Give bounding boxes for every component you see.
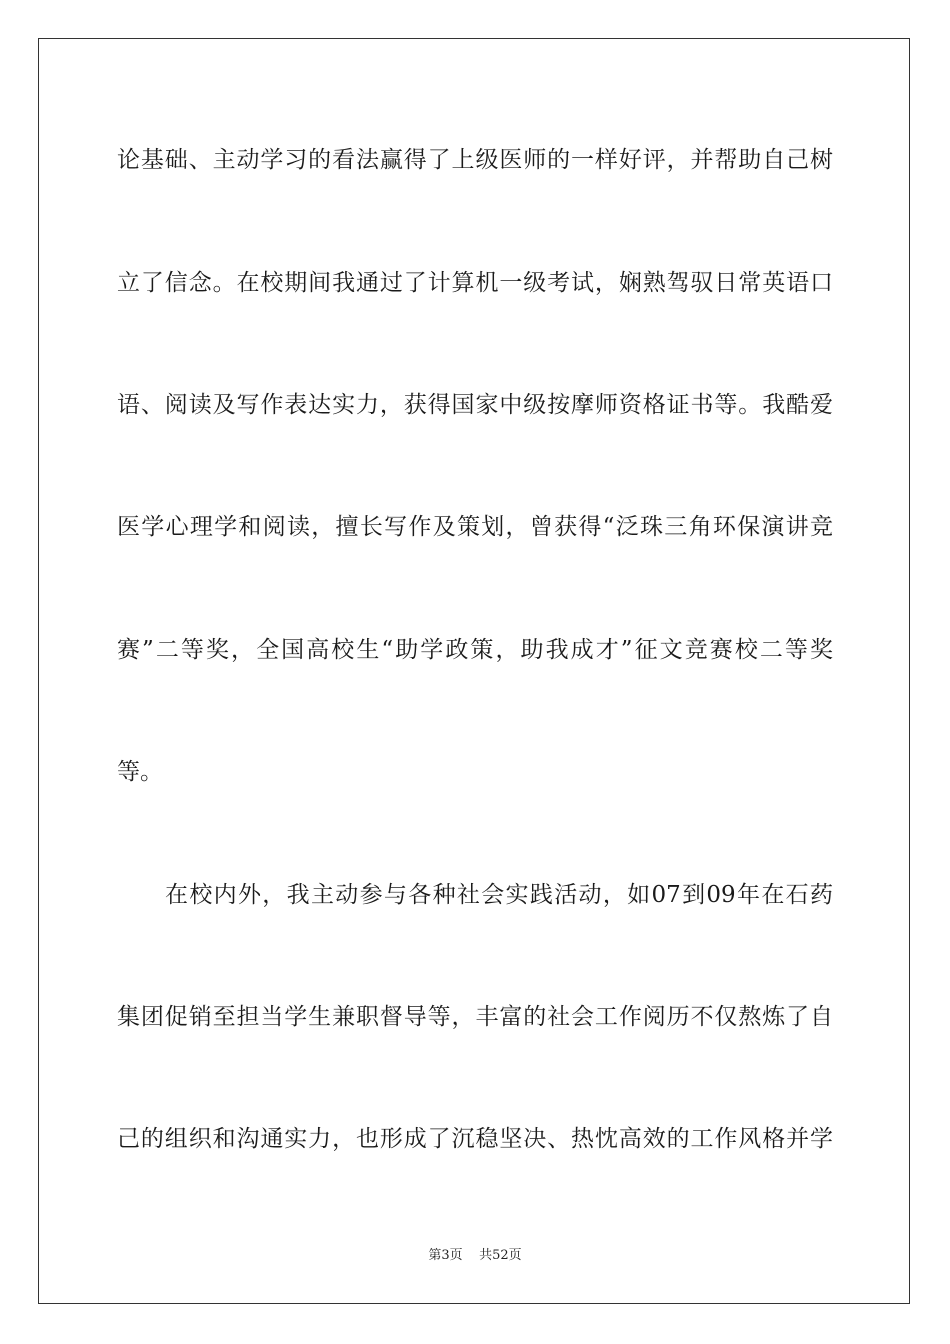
text-line-4: 医学心理学和阅读，擅长写作及策划，曾获得“泛珠三角环保演讲竞 — [117, 514, 833, 540]
text-line-2: 立了信念。在校期间我通过了计算机一级考试，娴熟驾驭日常英语口 — [117, 270, 833, 296]
text-line-8: 集团促销至担当学生兼职督导等，丰富的社会工作阅历不仅熬炼了自 — [117, 1004, 833, 1030]
text-line-1: 论基础、主动学习的看法赢得了上级医师的一样好评，并帮助自己树 — [117, 147, 833, 173]
text-line-3: 语、阅读及写作表达实力，获得国家中级按摩师资格证书等。我酷爱 — [117, 392, 833, 418]
text-line-6: 等。 — [117, 759, 163, 785]
text-line-7: 在校内外，我主动参与各种社会实践活动，如07到09年在石药 — [165, 882, 833, 908]
page-frame — [38, 38, 910, 1304]
text-line-5: 赛”二等奖，全国高校生“助学政策，助我成才”征文竞赛校二等奖 — [117, 637, 833, 663]
page-number-footer: 第3页 共52页 — [428, 1248, 522, 1263]
text-line-9: 己的组织和沟通实力，也形成了沉稳坚决、热忱高效的工作风格并学 — [117, 1126, 833, 1152]
